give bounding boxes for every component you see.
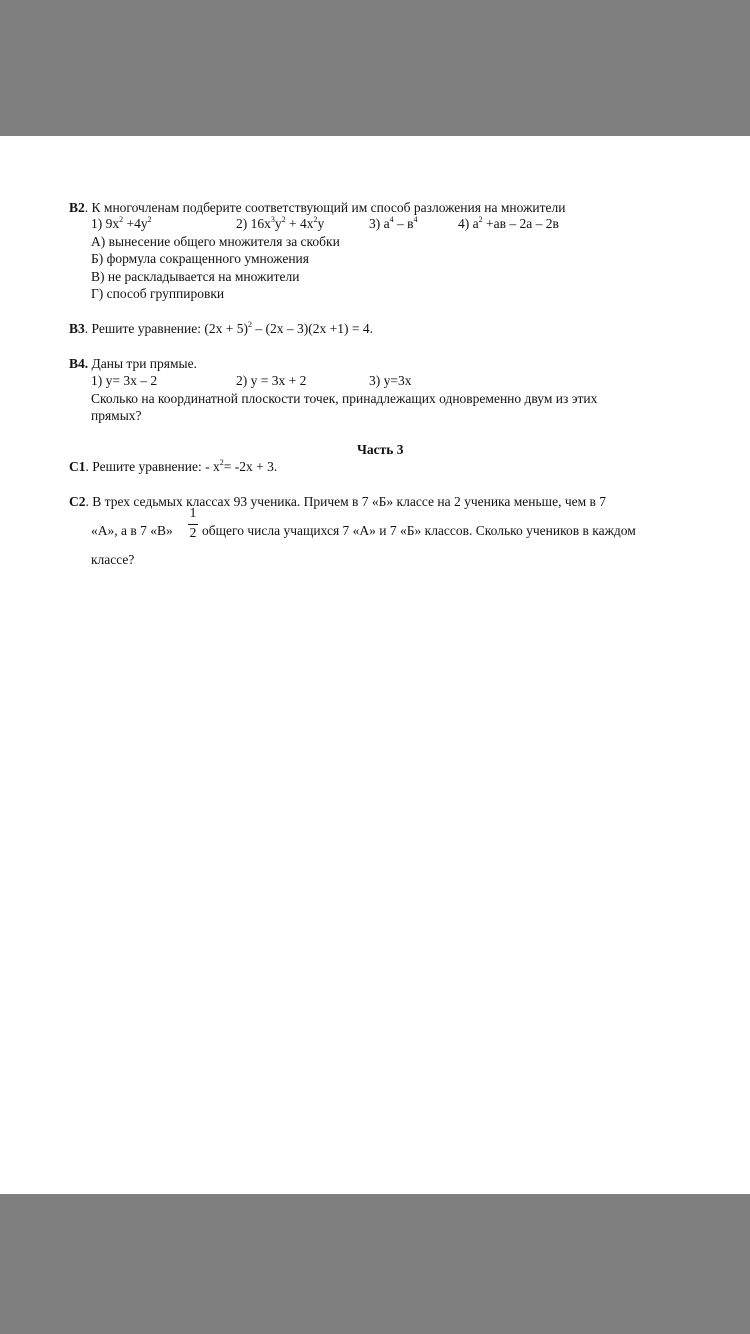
task-c1: С1. Решите уравнение: - $x^2= -2x + 3$.	[69, 458, 278, 474]
task-c2-line-3: классе?	[91, 552, 135, 567]
task-b2-method-c: В) не раскладывается на множители	[91, 269, 300, 284]
document-page	[0, 136, 750, 1194]
task-b2-method-d: Г) способ группировки	[91, 286, 225, 301]
task-b2-method-b: Б) формула сокращенного умножения	[91, 251, 309, 266]
task-b2-option-3: 3) $a^4 - в^4$	[369, 215, 418, 231]
fraction-denominator: 2	[189, 525, 197, 540]
task-c2-line-1: С2. В трех седьмых классах 93 ученика. Причем в 7 «Б» классе на 2 ученика меньше, чем в 7	[69, 494, 607, 509]
section-title-part-3: Часть 3	[357, 442, 404, 457]
task-b2-option-2: 2) $16x^3y^2 + 4x^2y$	[236, 215, 325, 231]
task-b4-heading: В4. Даны три прямые.	[69, 356, 197, 371]
fraction-numerator: 1	[189, 505, 197, 520]
task-b4-line-2: 2) y = 3x + 2	[236, 373, 307, 388]
task-b4-question: Сколько на координатной плоскости точек, принадлежащих одновременно двум из этих	[91, 391, 598, 406]
task-b2-heading: В2. К многочленам подберите соответствующий им способ разложения на множители	[69, 200, 566, 215]
task-b4-line-1: 1) y= 3x – 2	[91, 373, 158, 388]
task-b2-option-4: 4) $a^2 +aв - 2a - 2в$	[458, 215, 559, 231]
task-b3: В3. Решите уравнение: $(2x + 5)^2 - (2x - 3)(2x +1) = 4$.	[69, 320, 373, 336]
task-c2-line-2a: «А», а в 7 «В»	[91, 523, 173, 538]
task-b2-method-a: А) вынесение общего множителя за скобки	[91, 234, 340, 249]
task-b4-question-cont: прямых?	[91, 408, 142, 423]
task-c2-line-2b: общего числа учащихся 7 «А» и 7 «Б» классов. Сколько учеников в каждом	[202, 523, 636, 538]
task-b2-option-1: 1) $9x^2 +4y^2$	[91, 215, 152, 231]
task-b4-line-3: 3) y=3x	[369, 373, 412, 388]
fraction-one-half	[187, 505, 199, 545]
